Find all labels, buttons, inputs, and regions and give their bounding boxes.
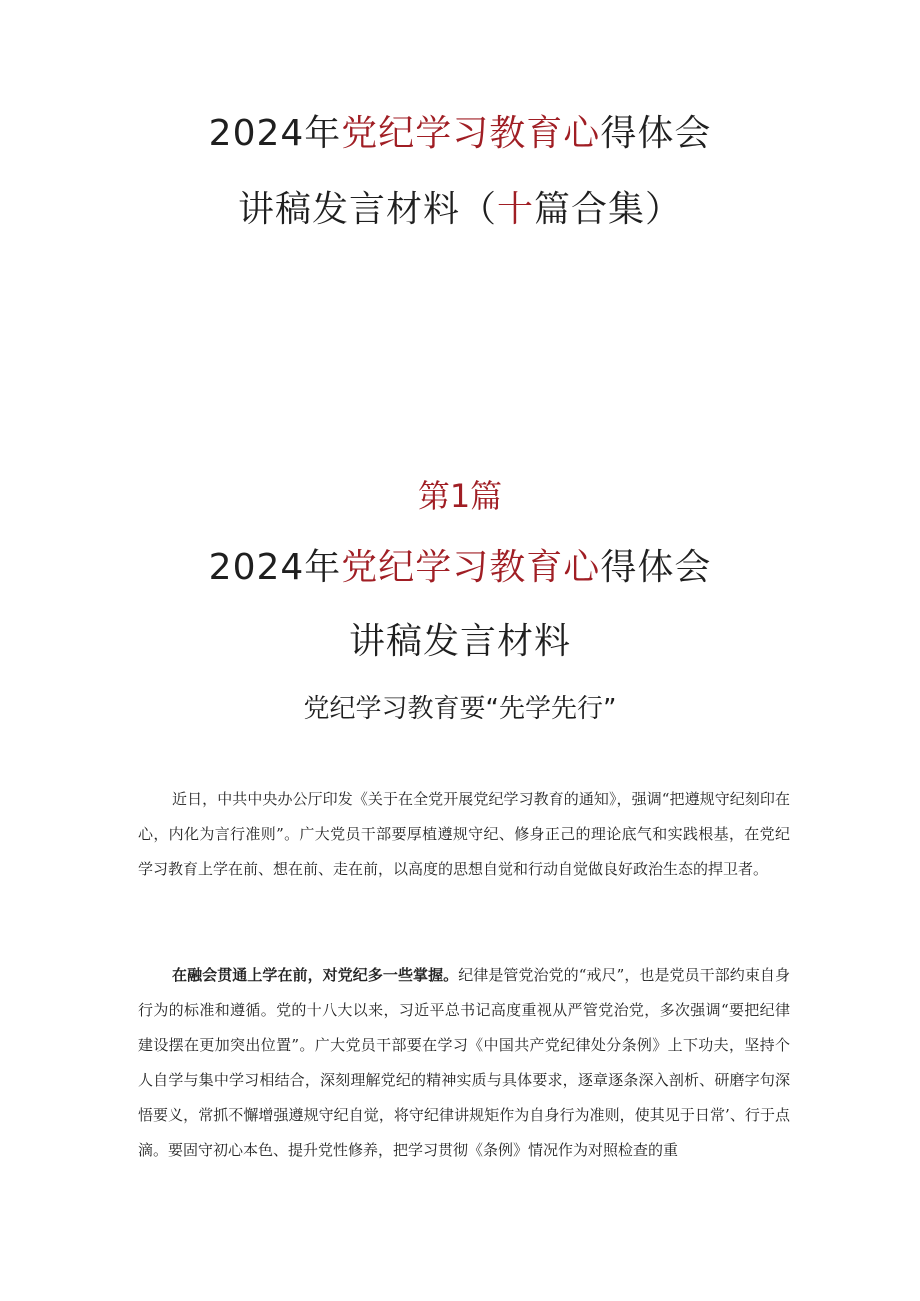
cover-title-year: 2024年 [208, 113, 342, 154]
cover-title-line2 [0, 188, 920, 232]
cover-subtitle-highlight: 十 [496, 189, 534, 230]
cover-title-tail: 得体会 [600, 113, 712, 154]
paragraph-2-lead: 在融会贯通上学在前，对党纪多一些掌握。 [172, 966, 459, 984]
article-title-year: 2024年 [208, 547, 342, 588]
article-title-tail: 得体会 [600, 547, 712, 588]
cover-title-highlight: 党纪学习教育心 [341, 113, 601, 154]
cover-subtitle-part-b: 篇合集） [534, 189, 683, 230]
paragraph-1: 近日，中共中央办公厅印发《关于在全党开展党纪学习教育的通知》，强调“把遵规守纪刻印在心，内化为言行准则”。广大党员干部要厚植遵规守纪、修身正己的理论底气和实践根基，在党纪学习教育上学在前、想在前、走在前，以高度的思想自觉和行动自觉做良好政治生态的捍卫者。 [138, 790, 790, 878]
article-title-line2: 讲稿发言材料 [348, 621, 571, 662]
cover-title-line1 [0, 112, 920, 156]
chapter-label: 第1篇 [417, 477, 503, 515]
article-title-highlight: 党纪学习教育心 [341, 547, 601, 588]
article-title-line1 [0, 546, 920, 590]
cover-subtitle-part-a: 讲稿发言材料（ [237, 189, 497, 230]
paragraph-2-body: 纪律是管党治党的“戒尺”，也是党员干部约束自身行为的标准和遵循。党的十八大以来，习近平总书记高度重视从严管党治党，多次强调“要把纪律建设摆在更加突出位置”。广大党员干部要在学习《中国共产党纪律处分条例》上下功夫，坚持个人自学与集中学习相结合，深刻理解党纪的精神实质与具体要求，逐章逐条深入剖析、研磨字句深悟要义，常抓不懈增强遵规守纪自觉，将守纪律讲规矩作为自身行为准则，使其见于日常’、行于点滴。要固守初心本色、提升党性修养，把学习贯彻《条例》情况作为对照检查的重 [138, 966, 790, 1159]
paragraph-2 [138, 958, 790, 1168]
article-subtitle: 党纪学习教育要“先学先行” [303, 694, 617, 724]
